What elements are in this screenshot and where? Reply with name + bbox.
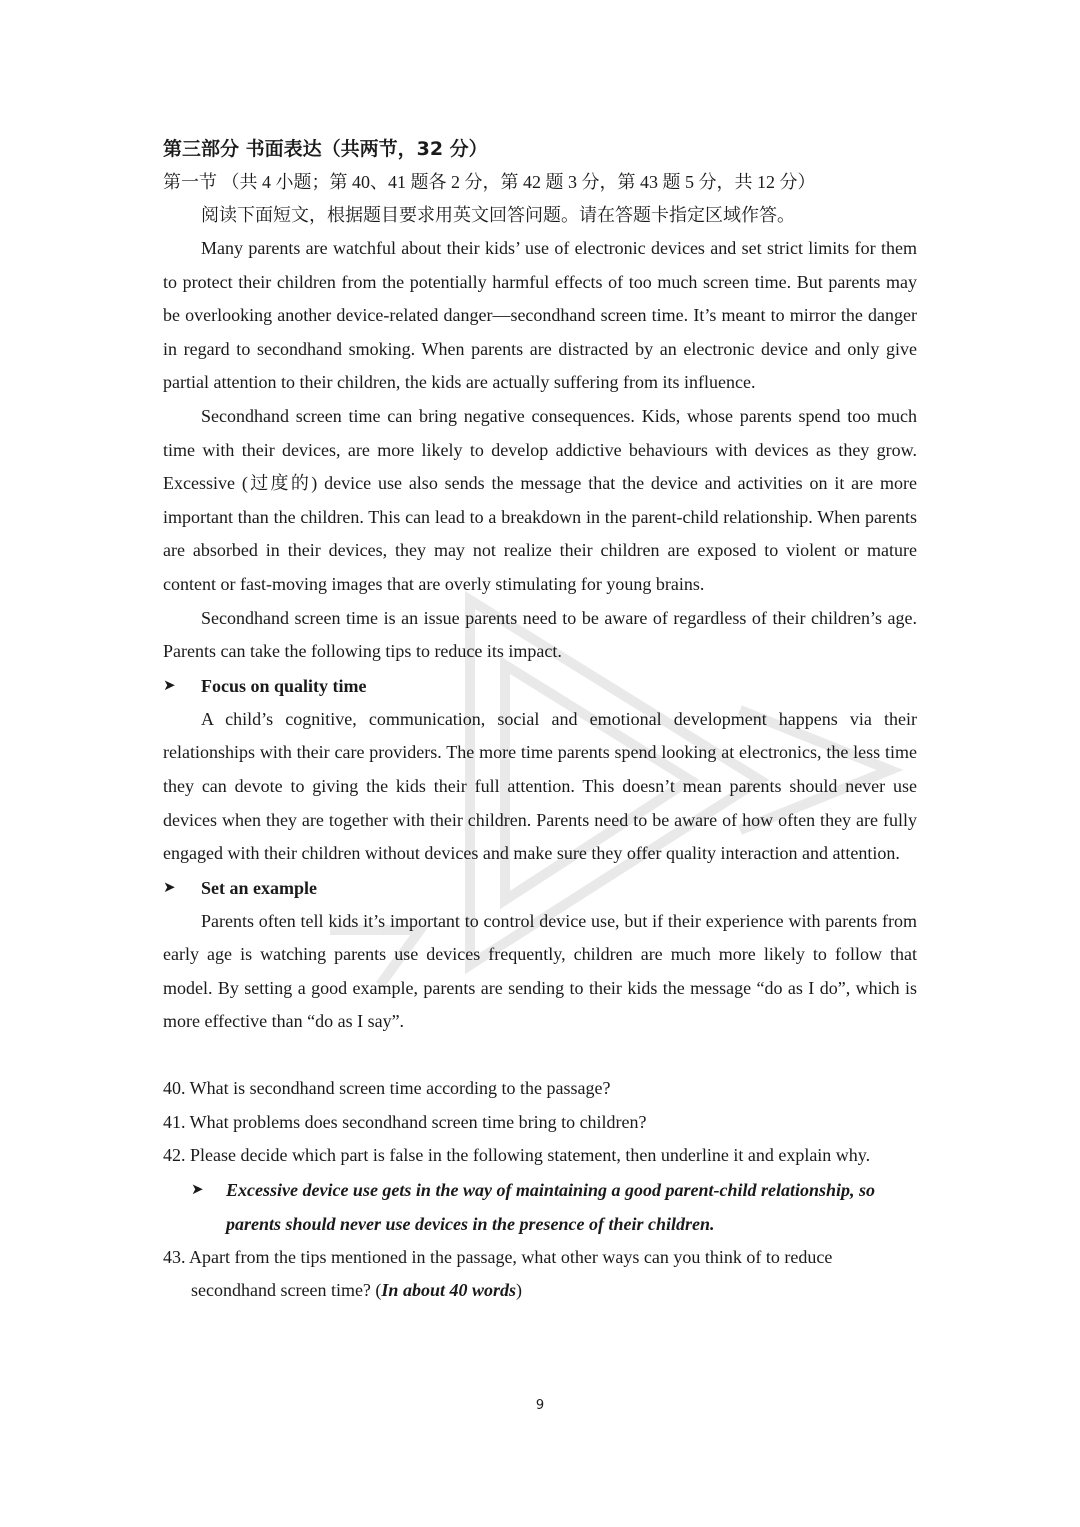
section-title: 第三部分 书面表达（共两节，32 分） — [163, 138, 488, 160]
arrow-bullet-icon: ➤ — [163, 677, 176, 694]
question-43-text: 43. Apart from the tips mentioned in the passage, what other ways can you think of to reduce secondhand screen time? ( — [163, 1246, 833, 1301]
statement-text: Excessive device use gets in the way of maintaining a good parent-child relationship, so parents should never use devices in the presence of their children. — [226, 1179, 876, 1234]
tip-1-paragraph: A child’s cognitive, communication, social and emotional development happens via their relationships with their care providers. The more time parents spend looking at electronics, the less time they can devote to giving the kids their full attention. This doesn’t mean parents should never use devices when they are together with their children. Parents need to be aware of how often they are fully engaged with their children without devices and make sure they offer quality interaction and attention. — [163, 708, 917, 864]
paragraph-3: Secondhand screen time is an issue parents need to be aware of regardless of their children’s age. Parents can take the following tips to reduce its impact. — [163, 607, 917, 662]
question-40: 40. What is secondhand screen time according to the passage? — [163, 1078, 611, 1099]
tip-2-title: Set an example — [201, 877, 317, 898]
question-43-note: In about 40 words — [381, 1280, 516, 1301]
tip-1-heading — [163, 669, 917, 703]
paragraph-2: Secondhand screen time can bring negative consequences. Kids, whose parents spend too much time with their devices, are more likely to develop addictive behaviours with devices as they grow. Excessive (过度的) device use also sends the message that the device and activities on it are more important than the children. This can lead to a breakdown in the parent-child relationship. When parents are absorbed in their devices, they may not realize their children are exposed to violent or mature content or fast-moving images that are overly stimulating for young brains. — [163, 405, 917, 594]
question-42: 42. Please decide which part is false in the following statement, then underline it and explain why. — [163, 1145, 871, 1166]
question-43 — [163, 1241, 917, 1308]
page-number: 9 — [535, 1398, 545, 1413]
question-42-statement — [163, 1173, 917, 1241]
question-43-close: ) — [515, 1280, 522, 1301]
exam-page — [163, 132, 917, 1308]
question-41: 41. What problems does secondhand screen time bring to children? — [163, 1111, 647, 1132]
section-subtitle: 第一节 （共 4 小题；第 40、41 题各 2 分，第 42 题 3 分，第 43 题 5 分，共 12 分） — [163, 172, 816, 192]
arrow-bullet-icon: ➤ — [163, 879, 176, 896]
instruction-text: 阅读下面短文，根据题目要求用英文回答问题。请在答题卡指定区域作答。 — [201, 205, 795, 225]
tip-1-title: Focus on quality time — [201, 675, 367, 696]
paragraph-1: Many parents are watchful about their kids’ use of electronic devices and set strict limits for them to protect their children from the potentially harmful effects of too much screen time. But parents may be overlooking another device-related danger—secondhand screen time. It’s meant to mirror the danger in regard to secondhand smoking. When parents are distracted by an electronic device and only give partial attention to their children, the kids are actually suffering from its influence. — [163, 238, 917, 393]
tip-2-heading — [163, 871, 917, 905]
tip-2-paragraph: Parents often tell kids it’s important to control device use, but if their experience with parents from early age is watching parents use devices frequently, children are much more likely to follow that model. By setting a good example, parents are sending to their kids the message “do as I do”, which is more effective than “do as I say”. — [163, 910, 917, 1032]
arrow-bullet-icon: ➤ — [191, 1181, 204, 1198]
